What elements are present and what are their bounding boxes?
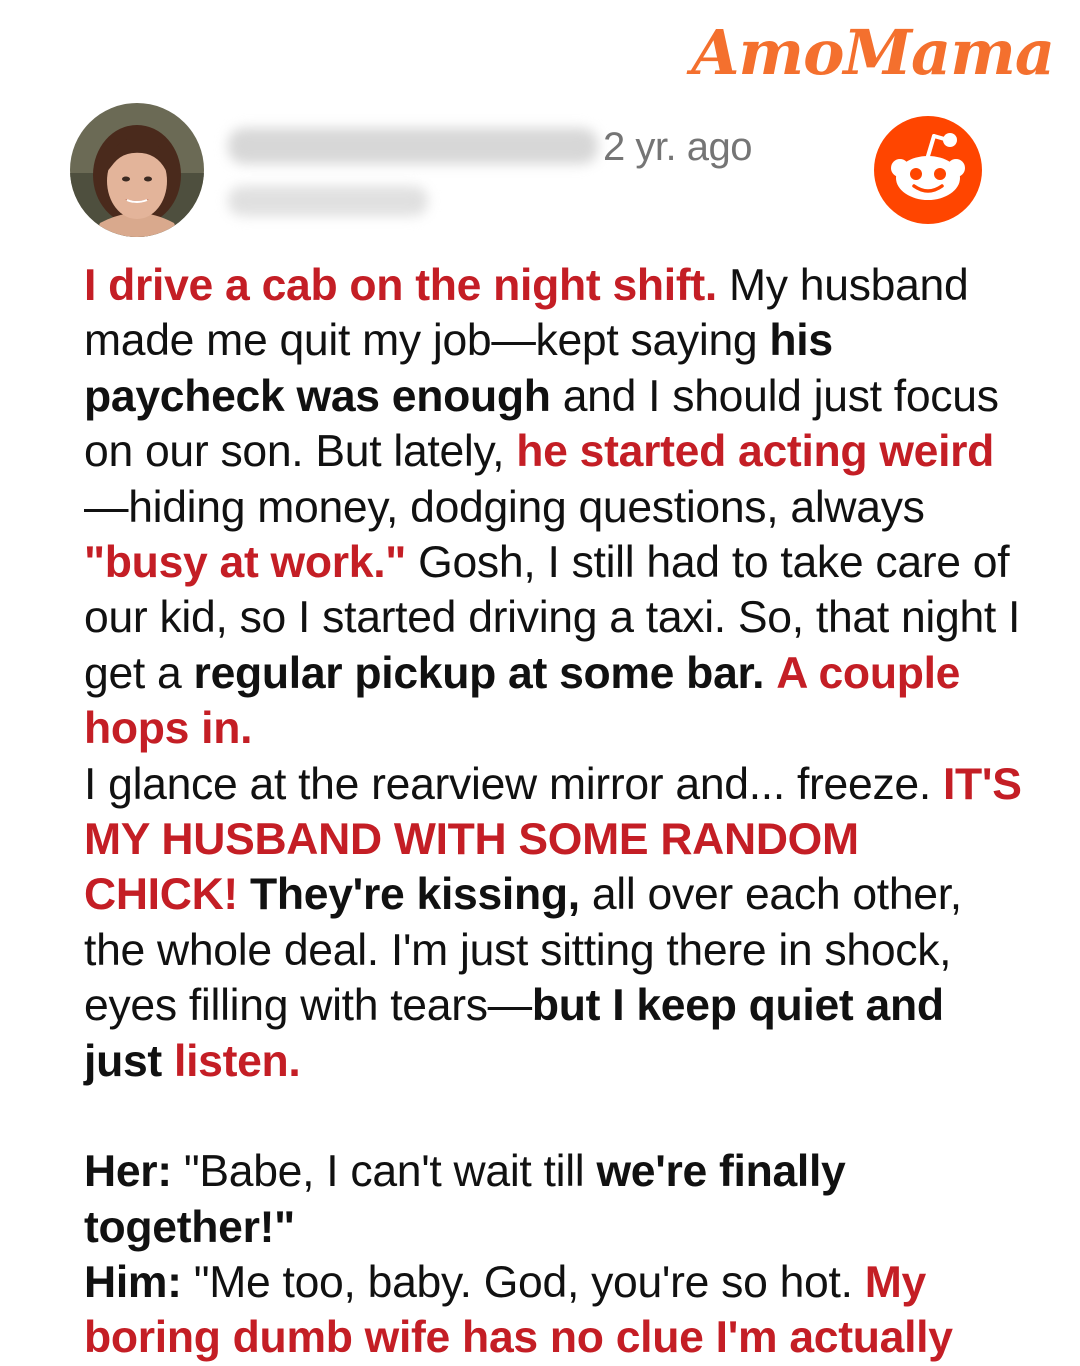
- story-text: his paycheck was enough: [84, 316, 833, 421]
- story-text: I glance at the rearview mirror and... freeze.: [84, 759, 943, 809]
- avatar-photo-icon: [70, 103, 204, 237]
- reddit-alien-icon: [874, 116, 982, 224]
- story-text: regular pickup at some bar.: [193, 648, 765, 698]
- subtitle-blurred: [228, 186, 428, 216]
- speaker-label: Him:: [84, 1257, 182, 1307]
- amomama-logo: AmoMama: [691, 16, 1054, 89]
- story-text: [764, 649, 776, 698]
- speaker-label: Her:: [84, 1147, 172, 1197]
- username-blurred[interactable]: [228, 128, 598, 164]
- avatar[interactable]: [70, 103, 204, 237]
- post-timestamp: 2 yr. ago: [603, 125, 752, 169]
- story-text: I drive a cab on the night shift.: [84, 261, 717, 310]
- story-text: They're kissing,: [250, 870, 580, 920]
- story-text: "busy at work.": [84, 538, 407, 588]
- story-body: [84, 258, 1024, 1366]
- story-text: A couple hops in.: [84, 648, 961, 754]
- story-text: "Me too, baby. God, you're so hot.: [181, 1257, 865, 1307]
- story-paragraph-1: [84, 258, 1024, 1089]
- reddit-icon[interactable]: [874, 116, 982, 224]
- story-text: he started acting weird: [516, 427, 995, 477]
- story-text: listen.: [174, 1036, 301, 1086]
- story-text: My husband made me quit my job—kept saying: [84, 261, 969, 366]
- story-text: we're finally together!": [84, 1147, 846, 1252]
- story-text: [162, 1037, 174, 1086]
- story-text: "Babe, I can't wait till: [171, 1147, 597, 1197]
- story-text: and I should just focus on our son. But lately,: [84, 371, 999, 477]
- story-text: —hiding money, dodging questions, always: [84, 482, 925, 532]
- story-text: but I keep quiet and just: [84, 981, 944, 1086]
- story-text: all over each other, the whole deal. I'm just sitting there in shock, eyes filling with tears—: [84, 870, 962, 1031]
- story-text: My boring dumb wife has no clue I'm actually: [84, 1257, 953, 1363]
- story-text: Gosh, I still had to take care of our kid, so I started driving a taxi. So, that night I get a: [84, 538, 1021, 698]
- story-paragraph-2: [84, 1144, 1024, 1366]
- story-text: IT'S MY HUSBAND WITH SOME RANDOM CHICK!: [84, 759, 1022, 920]
- story-text: [238, 870, 250, 919]
